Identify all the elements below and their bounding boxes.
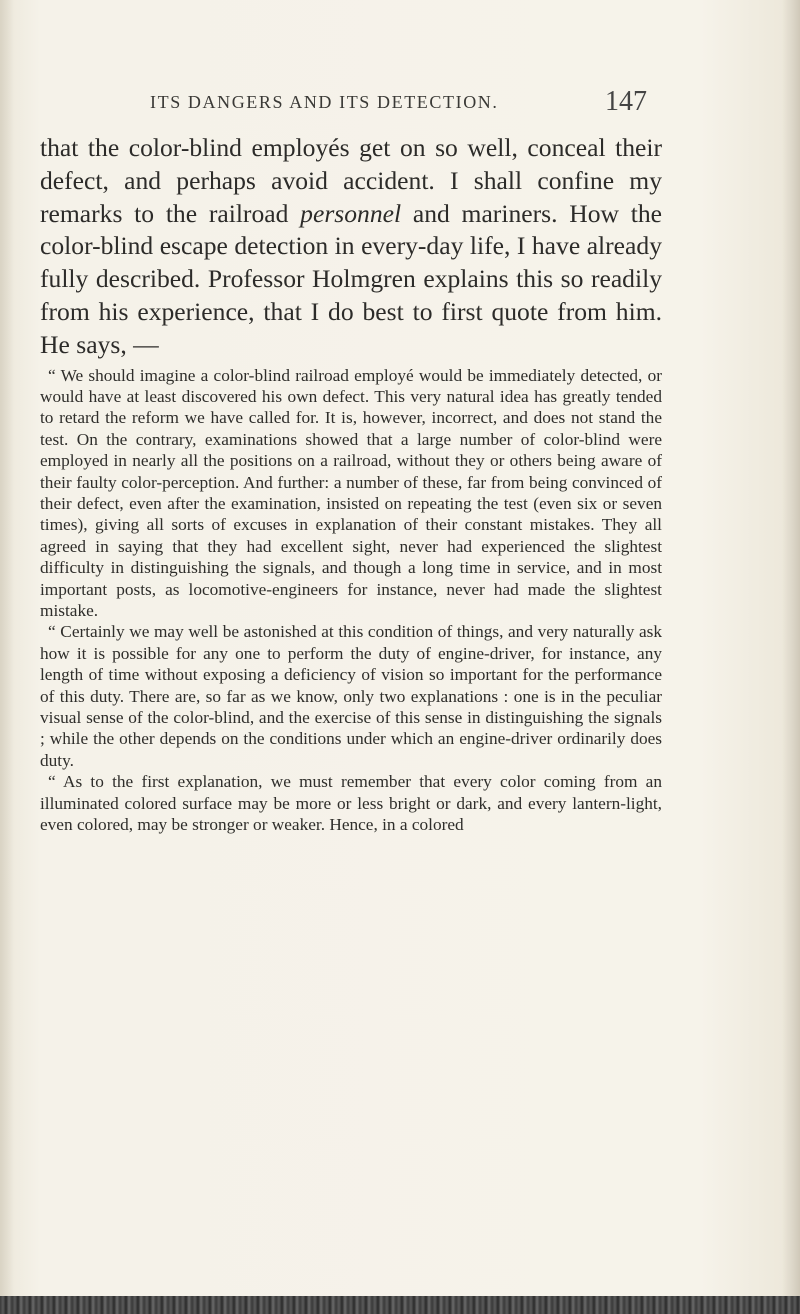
lead-italic-term: personnel xyxy=(300,198,402,228)
lead-text-start: that the color-blind employés get on so well, conceal their defect, and perhaps avoid accident. I shall confine my remarks to the railroad xyxy=(40,133,662,228)
page-body xyxy=(40,132,662,836)
quote-paragraph-2: “ Certainly we may well be astonished at this condition of things, and very naturally ask how it is possible for any one to perform the duty of engine-driver, for instance, any length of time without exposing a deficiency of vision so important for the performance of this duty. There are, so far as we know, only two explanations : one is in the peculiar visual sense of the color-blind, and the exercise of this sense in distinguishing the signals ; while the other depends on the conditions under which an engine-driver ordinarily does duty. xyxy=(40,622,662,770)
page-header xyxy=(150,86,710,126)
lead-paragraph xyxy=(40,132,662,362)
page-number: 147 xyxy=(605,86,647,117)
running-head: ITS DANGERS AND ITS DETECTION. xyxy=(150,92,499,112)
scan-bottom-edge xyxy=(0,1296,800,1314)
page-gutter-shadow xyxy=(0,0,14,1314)
page-edge-shadow xyxy=(782,0,800,1314)
quote-paragraph-3: “ As to the first explanation, we must remember that every color coming from an illuminated colored surface may be more or less bright or dark, and every lantern-light, even colored, may be stronger or weaker. Hence, in a colored xyxy=(40,772,662,835)
lead-text-end: and mariners. How the color-blind escape detection in every-day life, I have already fully described. Professor Holmgren explains this so readily from his experience, that I do best to first quote from him. He says, — xyxy=(40,198,662,359)
quote-paragraph-1: “ We should imagine a color-blind railroad employé would be immediately detected, or would have at least discovered his own defect. This very natural idea has greatly tended to retard the reform we have called for. It is, however, incorrect, and does not stand the test. On the contrary, examinations showed that a large number of color-blind were employed in nearly all the positions on a railroad, without they or others being aware of their faulty color-perception. And further: a number of these, far from being convinced of their defect, even after the examination, insisted on repeating the test (even six or seven times), giving all sorts of excuses in explanation of their constant mistakes. They all agreed in saying that they had excellent sight, never had experienced the slightest difficulty in distinguishing the signals, and though a long time in service, and in most important posts, as locomotive-engineers for instance, never had made the slightest mistake. xyxy=(40,365,662,621)
